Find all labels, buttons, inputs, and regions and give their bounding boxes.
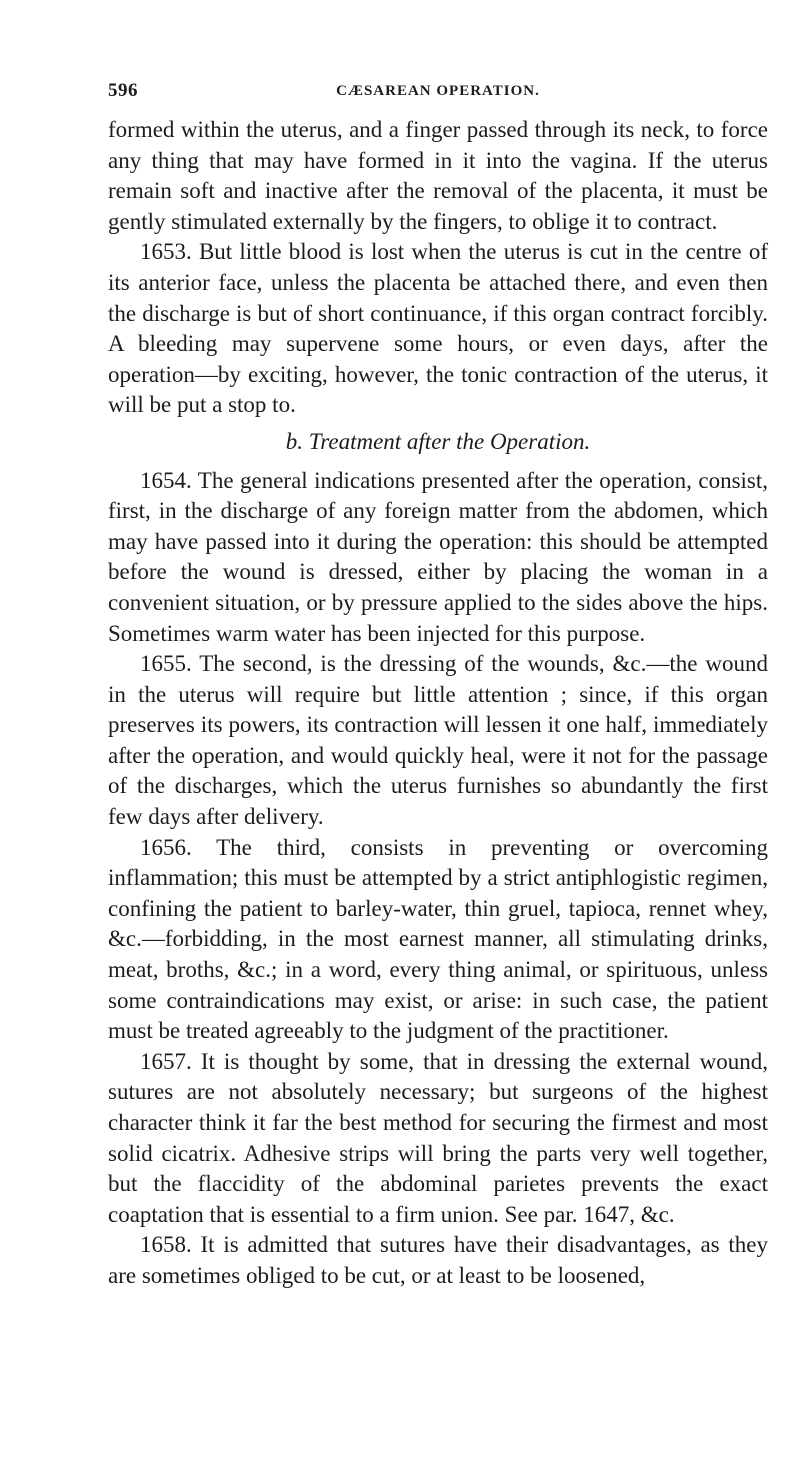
page-body	[108, 115, 768, 1292]
paragraph-1654: 1654. The general indications presented after the operation, consist, first, in the discharge of any foreign matter from the abdomen, which may have passed into it during the operation: this should be attempted before the wound is dressed, either by placing the woman in a convenient situation, or by pressure applied to the sides above the hips. Sometimes warm water has been injected for this purpose.	[108, 467, 768, 646]
paragraph-1656: 1656. The third, consists in preventing or overcoming inflammation; this must be attempted by a strict antiphlogistic regimen, confining the patient to barley-water, thin gruel, tapioca, rennet whey, &c.—forbidding, in the most earnest manner, all stimulating drinks, meat, broths, &c.; in a word, every thing animal, or spirituous, unless some contraindications may exist, or arise: in such case, the patient must be treated agreeably to the judgment of the practitioner.	[108, 834, 768, 1044]
page-number: 596	[108, 80, 138, 101]
page-header	[108, 80, 768, 106]
running-title: CÆSAREAN OPERATION.	[336, 83, 540, 99]
paragraph-1657: 1657. It is thought by some, that in dressing the external wound, sutures are not absolutely necessary; but surgeons of the highest character think it far the best method for securing the firmest and most solid cicatrix. Adhesive strips will bring the parts very well together, but the flaccidity of the abdominal parietes prevents the exact coaptation that is essential to a firm union. See par. 1647, &c.	[108, 1048, 768, 1227]
paragraph-continuation: formed within the uterus, and a finger passed through its neck, to force any thing that may have formed in it into the vagina. If the uterus remain soft and inactive after the removal of the placenta, it must be gently stimulated externally by the fingers, to oblige it to contract.	[108, 117, 768, 234]
section-heading: b. Treatment after the Operation.	[285, 428, 591, 454]
paragraph-1655: 1655. The second, is the dressing of the wounds, &c.—the wound in the uterus will require but little attention ; since, if this organ preserves its powers, its contraction will lessen it one half, immediately after the operation, and would quickly heal, were it not for the passage of the discharges, which the uterus furnishes so abundantly the first few days after delivery.	[108, 651, 768, 830]
paragraph-1658: 1658. It is admitted that sutures have their disadvantages, as they are sometimes obliged to be cut, or at least to be loosened,	[108, 1232, 768, 1288]
paragraph-1653: 1653. But little blood is lost when the uterus is cut in the centre of its anterior face, unless the placenta be attached there, and even then the discharge is but of short continuance, if this organ contract forcibly. A bleeding may supervene some hours, or even days, after the operation—by exciting, however, the tonic contraction of the uterus, it will be put a stop to.	[108, 239, 768, 418]
